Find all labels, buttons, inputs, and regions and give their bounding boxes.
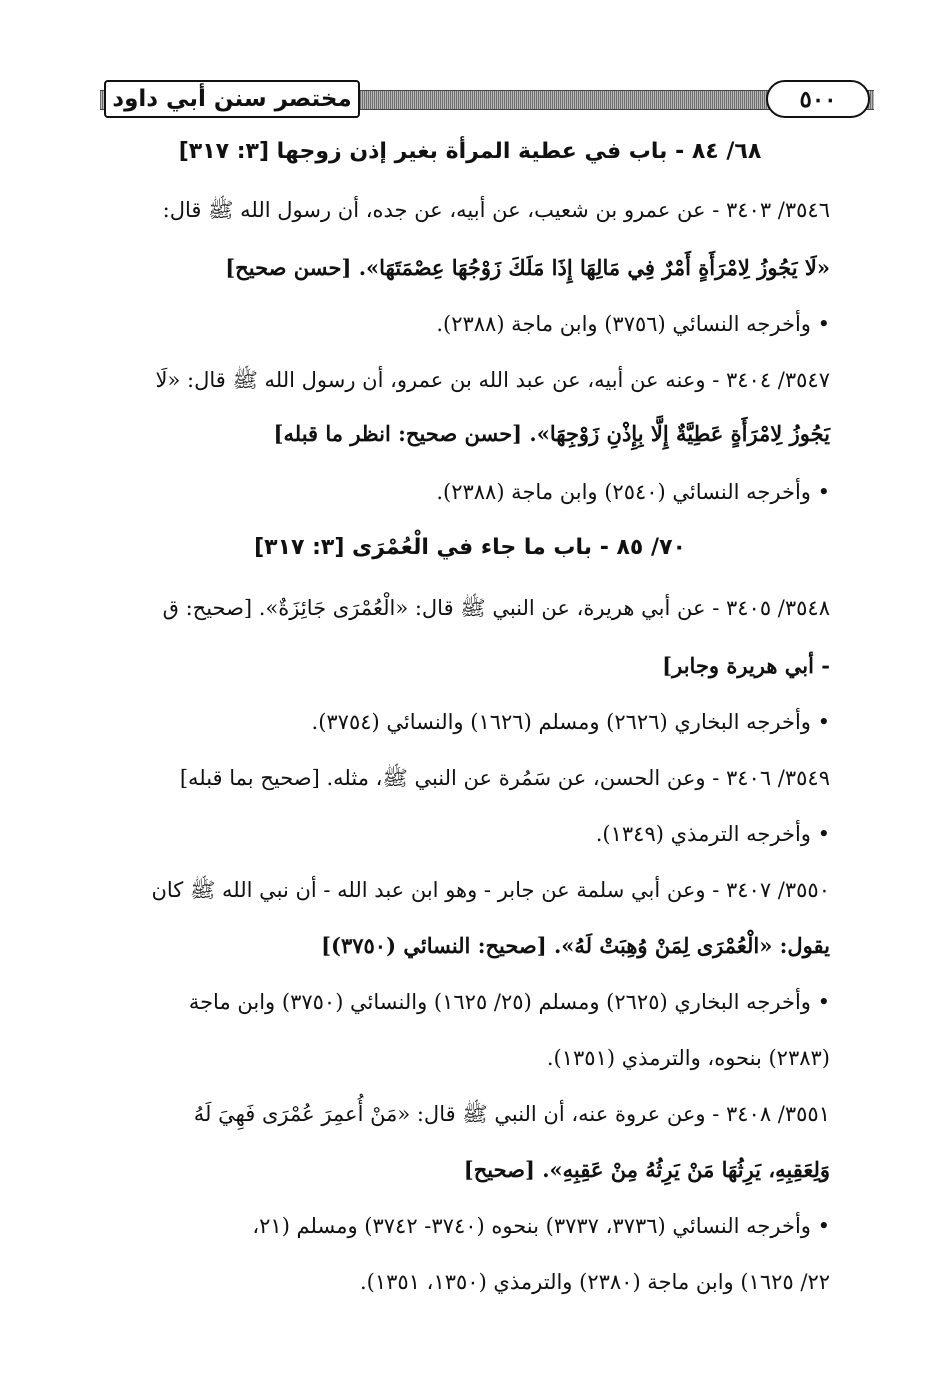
hadith-text-line: يقول: «الْعُمْرَى لِمَنْ وُهِبَتْ لَهُ». [صحيح: النسائي (٣٧٥٠)]	[321, 933, 830, 958]
hadith-text-line: ٣٥٥٠/ ٣٤٠٧ - وعن أبي سلمة عن جابر - وهو ابن عبد الله - أن نبي الله ﷺ كان	[151, 878, 830, 902]
hadith-text-line: يَجُوزُ لِامْرَأَةٍ عَطِيَّةٌ إِلَّا بِإِذْنِ زَوْجِهَا». [حسن صحيح: انظر ما قبله]	[273, 421, 830, 446]
takhrij-note: • وأخرجه البخاري (٢٦٢٥) ومسلم (٢٥/ ١٦٢٥) والنسائي (٣٧٥٠) وابن ماجة	[188, 990, 830, 1014]
takhrij-note: (٢٣٨٣) بنحوه، والترمذي (١٣٥١).	[546, 1046, 830, 1070]
hadith-text-line: ٣٥٤٦/ ٣٤٠٣ - عن عمرو بن شعيب، عن أبيه، عن جده، أن رسول الله ﷺ قال:	[162, 198, 830, 222]
takhrij-note: • وأخرجه النسائي (٣٧٣٦، ٣٧٣٧) بنحوه (٣٧٤٠- ٣٧٤٢) ومسلم (٢١،	[252, 1214, 830, 1238]
chapter-heading: ٧٠/ ٨٥ - باب ما جاء في الْعُمْرَى [٣: ٣١٧]	[254, 535, 686, 560]
chapter-heading: ٦٨/ ٨٤ - باب في عطية المرأة بغير إذن زوجها [٣: ٣١٧]	[178, 139, 762, 164]
takhrij-note: • وأخرجه الترمذي (١٣٤٩).	[595, 822, 830, 846]
hadith-text-line: - أبي هريرة وجابر]	[662, 653, 830, 678]
hadith-text-line: ٣٥٤٨/ ٣٤٠٥ - عن أبي هريرة، عن النبي ﷺ قال: «الْعُمْرَى جَائِزَةٌ». [صحيح: ق	[162, 596, 830, 620]
book-title: مختصر سنن أبي داود	[104, 80, 360, 118]
page-number: ٥٠٠	[766, 80, 870, 118]
takhrij-note: • وأخرجه النسائي (٣٧٥٦) وابن ماجة (٢٣٨٨).	[436, 312, 830, 336]
hadith-text-line: ٣٥٥١/ ٣٤٠٨ - وعن عروة عنه، أن النبي ﷺ قال: «مَنْ أُعمِرَ عُمْرَى فَهِيَ لَهُ	[193, 1102, 830, 1126]
takhrij-note: ٢٢/ ١٦٢٥) وابن ماجة (٢٣٨٠) والترمذي (١٣٥٠، ١٣٥١).	[359, 1270, 830, 1294]
hadith-text-line: «لَا يَجُوزُ لِامْرَأَةٍ أَمْرٌ فِي مَالِهَا إِذَا مَلَكَ زَوْجُهَا عِصْمَتَهَا». [حسن صحيح]	[225, 255, 830, 280]
running-header	[100, 78, 874, 124]
hadith-text-line: وَلِعَقِبِهِ، يَرِثُهَا مَنْ يَرِثُهُ مِنْ عَقِبِهِ». [صحيح]	[463, 1157, 830, 1182]
takhrij-note: • وأخرجه النسائي (٢٥٤٠) وابن ماجة (٢٣٨٨).	[436, 480, 830, 504]
hadith-text-line: ٣٥٤٩/ ٣٤٠٦ - وعن الحسن، عن سَمُرة عن النبي ﷺ، مثله. [صحيح بما قبله]	[179, 766, 830, 790]
hadith-text-line: ٣٥٤٧/ ٣٤٠٤ - وعنه عن أبيه، عن عبد الله بن عمرو، أن رسول الله ﷺ قال: «لَا	[155, 368, 830, 392]
takhrij-note: • وأخرجه البخاري (٢٦٢٦) ومسلم (١٦٢٦) والنسائي (٣٧٥٤).	[311, 710, 830, 734]
